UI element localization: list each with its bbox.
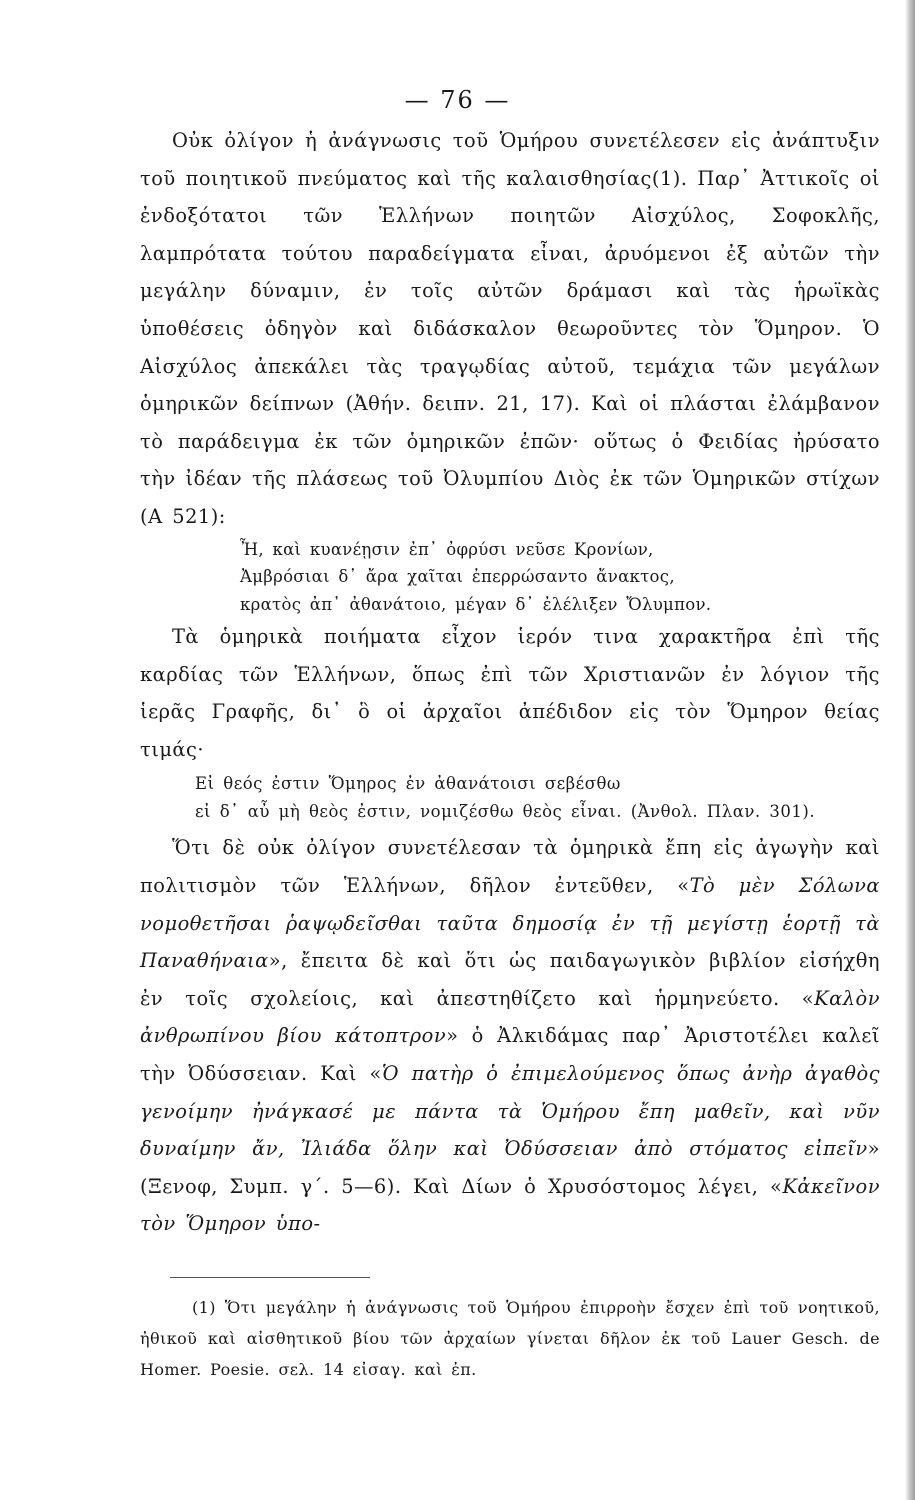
quote-line: εἰ δ᾽ αὖ μὴ θεὸς ἐστιν, νομιζέσθω θεὸς εἶναι. (Ἀνθολ. Πλαν. 301). [195,801,816,821]
quote-line: κρατὸς ἀπ᾽ ἀθανάτοιο, μέγαν δ᾽ ἐλέλιξεν Ὄλυμπον. [240,594,712,614]
text-run: », ἔπειτα δὲ καὶ ὅτι ὡς παιδαγωγικὸν βιβλίον εἰσήχθη ἐν τοῖς σχολείοις, καὶ ἀπεστηθίζετο καὶ ἡρμηνεύετο. « [140,949,880,1010]
anthology-quote [195,770,880,825]
quote-line: Ἦ, καὶ κυανέῃσιν ἐπ᾽ ὀφρύσι νεῦσε Κρονίων, [240,539,654,559]
page-number: — 76 — [404,86,511,114]
iliad-quote [240,536,880,619]
footnote-text: (1) Ὅτι μεγάλην ἡ ἀνάγνωσις τοῦ Ὁμήρου ἐπιρροὴν ἔσχεν ἐπὶ τοῦ νοητικοῦ, ἠθικοῦ καὶ αἰσθητικοῦ βίου τῶν ἀρχαίων γίνεται δῆλον ἐκ τοῦ Lauer Gesch. de Homer. Poesie. σελ. 14 εἰσαγ. καὶ ἐπ. [140,1298,880,1379]
footnote [140,1292,880,1385]
main-text [140,122,880,1243]
italic-citation: Κἀκεῖνον τὸν Ὅμηρον ὑπο- [140,1174,880,1236]
text-run: » (Ξενοφ, Συμπ. γ΄. 5—6). Καὶ Δίων ὁ Χρυσόστομος λέγει, « [140,1137,880,1198]
paragraph-homer-reading: Οὐκ ὀλίγον ἡ ἀνάγνωσις τοῦ Ὁμήρου συνετέλεσεν εἰς ἀνάπτυξιν τοῦ ποιητικοῦ πνεύματος καὶ τῆς καλαισθησίας(1). Παρ᾽ Ἀττικοῖς οἱ ἐνδοξότατοι τῶν Ἑλλήνων ποιητῶν Αἰσχύλος, Σοφοκλῆς, λαμπρότατα τούτου παραδείγματα εἶναι, ἀρυόμενοι ἐξ αὐτῶν τὴν μεγάλην δύναμιν, ἐν τοῖς αὐτῶν δράμασι καὶ τὰς ἡρωϊκὰς ὑποθέσεις ὁδηγὸν καὶ διδάσκαλον θεωροῦντες τὸν Ὅμηρον. Ὁ Αἰσχύλος ἀπεκάλει τὰς τραγῳδίας αὐτοῦ, τεμάχια τῶν μεγάλων ὁμηρικῶν δείπνων (Ἀθήν. δειπν. 21, 17). Καὶ οἱ πλάσται ἐλάμβανον τὸ παράδειγμα ἐκ τῶν ὁμηρικῶν ἐπῶν· οὕτως ὁ Φειδίας ἠρύσατο τὴν ἰδέαν τῆς πλάσεως τοῦ Ὀλυμπίου Διὸς ἐκ τῶν Ὁμηρικῶν στίχων (Α 521): [140,129,880,528]
text-run: » ὁ Ἀλκιδάμας παρ᾽ Ἀριστοτέλει καλεῖ τὴν Ὀδύσσειαν. Καὶ « [140,1024,880,1085]
italic-citation: Ὁ πατὴρ ὁ ἐπιμελούμενος ὅπως ἀνὴρ ἀγαθὸς γενοίμην ἠνάγκασέ με πάντα τὰ Ὁμήρου ἔπη μαθεῖν, καὶ νῦν δυναίμην ἄν, Ἰλιάδα ὅλην καὶ Ὀδύσσειαν ἀπὸ στόματος εἰπεῖν [140,1061,880,1161]
text-run: Ὅτι δὲ οὐκ ὀλίγον συνετέλεσαν τὰ ὁμηρικὰ ἔπη εἰς ἀγωγὴν καὶ πολιτισμὸν τῶν Ἑλλήνων, δῆλον ἐντεῦθεν, « [140,836,880,897]
footnote-divider [170,1277,370,1278]
quote-line: Ἀμβρόσιαι δ᾽ ἄρα χαῖται ἐπερρώσαντο ἄνακτος, [240,567,675,587]
italic-citation: Καλὸν ἀνθρωπίνου βίου κάτοπτρον [140,986,880,1048]
italic-citation: Τὸ μὲν Σόλωνα νομοθετῆσαι ῥαψῳδεῖσθαι ταῦτα δημοσίᾳ ἐν τῇ μεγίστῃ ἑορτῇ τὰ Παναθήναια [140,874,880,973]
quote-line: Εἰ θεός ἐστιν Ὅμηρος ἐν ἀθανάτοισι σεβέσθω [195,774,621,794]
page-edge-shadow [905,0,915,1500]
paragraph-education [140,829,880,1243]
paragraph-sacred-character: Τὰ ὁμηρικὰ ποιήματα εἶχον ἱερόν τινα χαρακτῆρα ἐπὶ τῆς καρδίας τῶν Ἑλλήνων, ὅπως ἐπὶ τῶν Χριστιανῶν ἐν λόγιον τῆς ἱερᾶς Γραφῆς, δι᾽ ὃ οἱ ἀρχαῖοι ἀπέδιδον εἰς τὸν Ὅμηρον θείας τιμάς· [140,625,880,761]
